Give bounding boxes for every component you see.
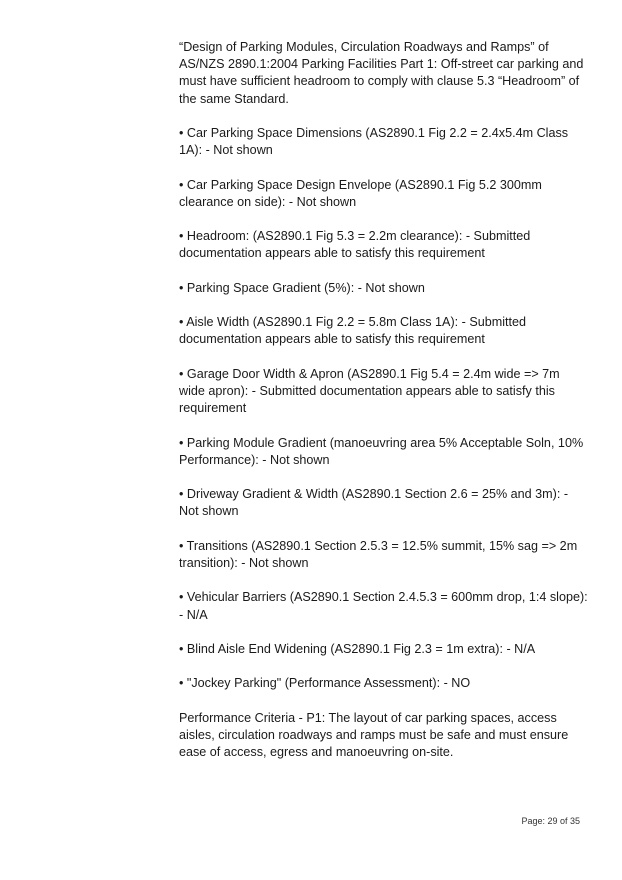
- list-item: • Transitions (AS2890.1 Section 2.5.3 = 12.5% summit, 15% sag => 2m transition): - Not shown: [179, 538, 578, 570]
- performance-criteria-paragraph: Performance Criteria - P1: The layout of car parking spaces, access aisles, circulation roadways and ramps must be safe and must ensure ease of access, egress and manoeuvring on-site.: [179, 710, 569, 760]
- list-item: • Blind Aisle End Widening (AS2890.1 Fig 2.3 = 1m extra): - N/A: [179, 641, 536, 656]
- list-item: • Parking Module Gradient (manoeuvring area 5% Acceptable Soln, 10% Performance): - Not shown: [179, 435, 584, 467]
- list-item: • Aisle Width (AS2890.1 Fig 2.2 = 5.8m Class 1A): - Submitted documentation appears able to satisfy this requirement: [179, 315, 527, 347]
- list-item: • "Jockey Parking" (Performance Assessment): - NO: [179, 676, 471, 691]
- list-item: • Car Parking Space Dimensions (AS2890.1 Fig 2.2 = 2.4x5.4m Class 1A): - Not shown: [179, 126, 569, 158]
- page-number: Page: 29 of 35: [521, 816, 580, 826]
- list-item: • Vehicular Barriers (AS2890.1 Section 2.4.5.3 = 600mm drop, 1:4 slope): - N/A: [179, 590, 588, 622]
- intro-paragraph: “Design of Parking Modules, Circulation Roadways and Ramps” of AS/NZS 2890.1:2004 Parking Facilities Part 1: Off-street car parking and must have sufficient headroom to comply with clause 5.3 “Headroom” of the same Standard.: [179, 40, 584, 106]
- document-body: [179, 39, 589, 779]
- list-item: • Parking Space Gradient (5%): - Not shown: [179, 280, 425, 295]
- list-item: • Car Parking Space Design Envelope (AS2890.1 Fig 5.2 300mm clearance on side): - Not shown: [179, 177, 542, 209]
- list-item: • Garage Door Width & Apron (AS2890.1 Fig 5.4 = 2.4m wide => 7m wide apron): - Submitted documentation appears able to satisfy this requirement: [179, 366, 560, 416]
- list-item: • Driveway Gradient & Width (AS2890.1 Section 2.6 = 25% and 3m): - Not shown: [179, 487, 569, 519]
- list-item: • Headroom: (AS2890.1 Fig 5.3 = 2.2m clearance): - Submitted documentation appears able to satisfy this requirement: [179, 229, 531, 261]
